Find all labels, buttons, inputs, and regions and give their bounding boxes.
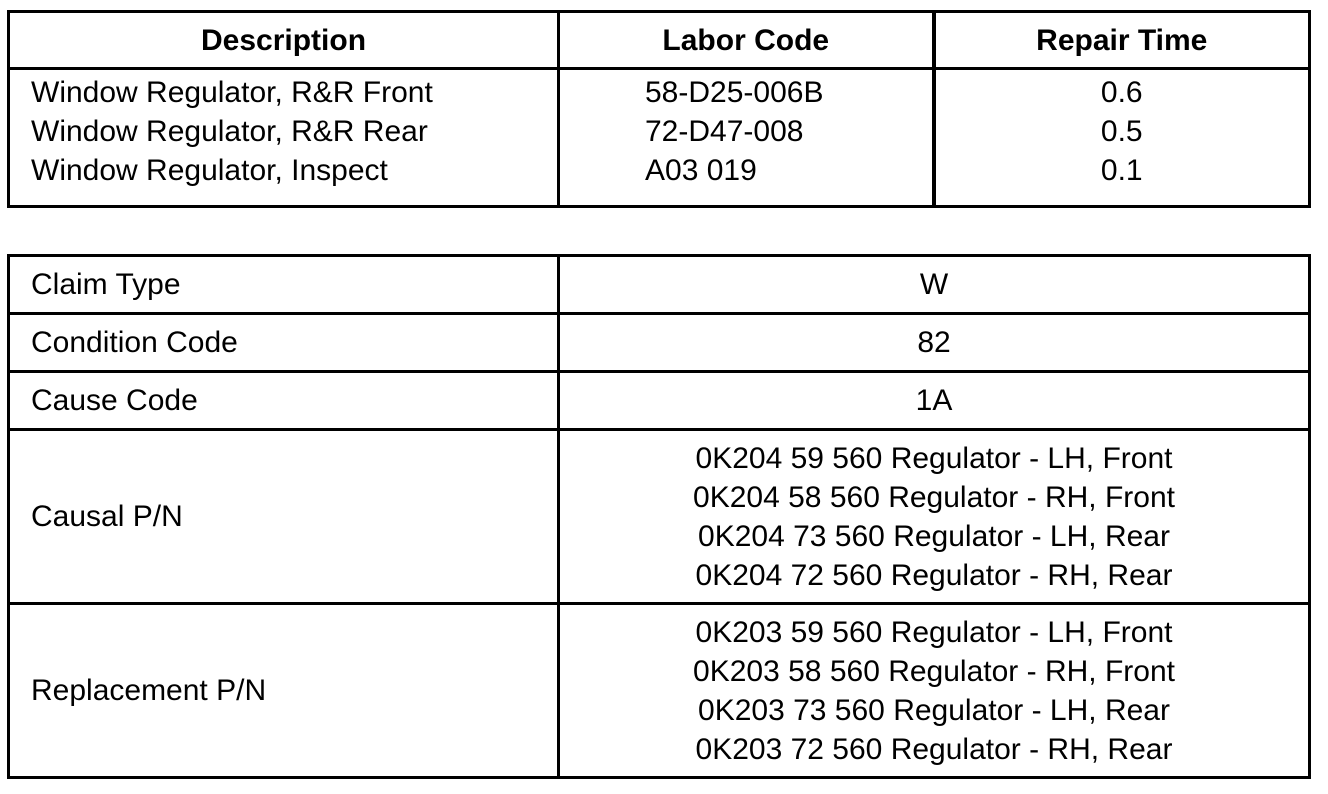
causal-pn-values [559,430,1310,604]
part-number-line: 0K203 58 560 Regulator - RH, Front [693,654,1175,688]
causal-pn-label: Causal P/N [9,430,559,604]
cause-code-label: Cause Code [9,372,559,430]
header-labor-code: Labor Code [559,12,934,69]
labor-code-text: 58-D25-006B [645,76,824,109]
description-text: Window Regulator, R&R Rear [31,115,428,148]
condition-code-row [9,314,1310,372]
replacement-pn-row [9,604,1310,778]
labor-code-text: 72-D47-008 [645,115,804,148]
replacement-pn-label: Replacement P/N [9,604,559,778]
claim-type-label: Claim Type [9,256,559,314]
replacement-pn-values [559,604,1310,778]
part-number-line: 0K204 73 560 Regulator - LH, Rear [698,519,1170,553]
part-number-line: 0K203 72 560 Regulator - RH, Rear [695,732,1173,766]
claim-type-row [9,256,1310,314]
description-text: Window Regulator, R&R Front [31,76,433,109]
labor-table [7,10,1311,208]
description-text: Window Regulator, Inspect [31,154,388,187]
cause-code-row [9,372,1310,430]
part-number-line: 0K204 58 560 Regulator - RH, Front [693,480,1175,514]
condition-code-value: 82 [559,314,1310,372]
labor-code-text: A03 019 [645,154,757,187]
description-cell [9,69,559,207]
part-number-line: 0K204 59 560 Regulator - LH, Front [695,441,1173,475]
labor-table-body-row [9,69,1310,207]
header-description: Description [9,12,559,69]
repair-time-text: 0.6 [1100,76,1143,109]
labor-code-cell [559,69,934,207]
claim-table [7,254,1311,779]
cause-code-value: 1A [559,372,1310,430]
part-number-line: 0K203 73 560 Regulator - LH, Rear [698,693,1170,727]
repair-time-cell [934,69,1310,207]
causal-pn-row [9,430,1310,604]
part-number-line: 0K203 59 560 Regulator - LH, Front [695,615,1173,649]
part-number-line: 0K204 72 560 Regulator - RH, Rear [695,558,1173,592]
labor-table-header-row [9,12,1310,69]
condition-code-label: Condition Code [9,314,559,372]
claim-type-value: W [559,256,1310,314]
repair-time-text: 0.1 [1100,154,1143,187]
repair-time-text: 0.5 [1100,115,1143,148]
header-repair-time: Repair Time [934,12,1310,69]
